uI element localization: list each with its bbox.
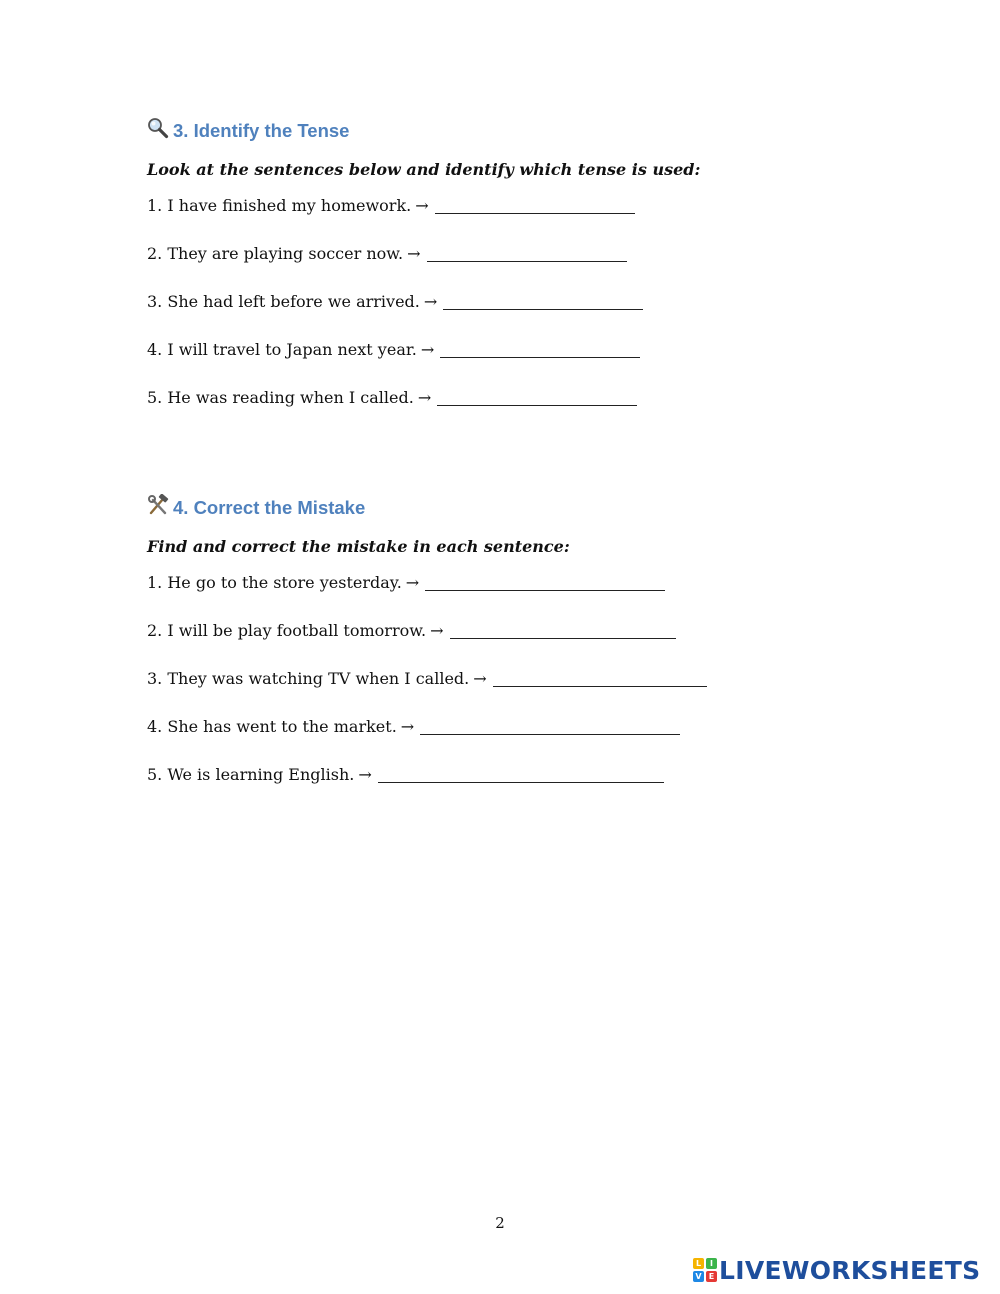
question-item xyxy=(147,751,867,799)
page-number: 2 xyxy=(495,1214,505,1232)
answer-blank[interactable] xyxy=(443,295,643,310)
question-item xyxy=(147,278,867,326)
arrow: → xyxy=(423,292,438,311)
answer-blank[interactable] xyxy=(378,768,664,783)
question-list xyxy=(147,559,867,799)
question-text: 3. She had left before we arrived. xyxy=(147,292,420,311)
answer-blank[interactable] xyxy=(420,720,680,735)
arrow: → xyxy=(417,388,432,407)
answer-blank[interactable] xyxy=(450,624,676,639)
section-instruction: Look at the sentences below and identify which tense is used: xyxy=(147,160,701,179)
logo-letter: E xyxy=(706,1271,717,1282)
section-correct-mistake xyxy=(147,493,867,799)
question-item xyxy=(147,607,867,655)
question-text: 1. I have finished my homework. xyxy=(147,196,412,215)
question-text: 4. I will travel to Japan next year. xyxy=(147,340,417,359)
arrow: → xyxy=(430,621,444,640)
question-text: 3. They was watching TV when I called. xyxy=(147,669,470,688)
question-text: 4. She has went to the market. xyxy=(147,717,397,736)
arrow: → xyxy=(415,196,429,215)
question-item xyxy=(147,326,867,374)
section-title: 3. Identify the Tense xyxy=(173,120,350,141)
section-heading xyxy=(147,116,867,146)
question-list xyxy=(147,182,867,422)
question-text: 2. I will be play football tomorrow. xyxy=(147,621,427,640)
liveworksheets-logo-icon xyxy=(693,1258,717,1282)
answer-blank[interactable] xyxy=(425,576,665,591)
brand-logo[interactable] xyxy=(693,1255,980,1285)
question-text: 5. We is learning English. xyxy=(147,765,355,784)
arrow: → xyxy=(358,765,372,784)
arrow: → xyxy=(400,717,415,736)
question-item xyxy=(147,374,867,422)
answer-blank[interactable] xyxy=(437,391,637,406)
section-title: 4. Correct the Mistake xyxy=(173,497,366,518)
logo-letter: I xyxy=(706,1258,717,1269)
question-item xyxy=(147,230,867,278)
arrow: → xyxy=(420,340,435,359)
answer-blank[interactable] xyxy=(427,247,627,262)
logo-letter: L xyxy=(693,1258,704,1269)
question-item xyxy=(147,703,867,751)
answer-blank[interactable] xyxy=(493,672,707,687)
question-item xyxy=(147,655,867,703)
magnifier-icon xyxy=(147,117,169,139)
answer-blank[interactable] xyxy=(440,343,640,358)
section-instruction: Find and correct the mistake in each sentence: xyxy=(147,537,570,556)
logo-letter: V xyxy=(693,1271,704,1282)
section-identify-tense xyxy=(147,116,867,422)
question-item xyxy=(147,559,867,607)
question-text: 2. They are playing soccer now. xyxy=(147,244,404,263)
arrow: → xyxy=(407,244,421,263)
question-item xyxy=(147,182,867,230)
answer-blank[interactable] xyxy=(435,199,635,214)
question-text: 1. He go to the store yesterday. xyxy=(147,573,402,592)
arrow: → xyxy=(473,669,487,688)
brand-name: LIVEWORKSHEETS xyxy=(719,1255,981,1285)
hammer-and-wrench-icon xyxy=(147,494,169,516)
arrow: → xyxy=(405,573,420,592)
section-heading xyxy=(147,493,867,523)
question-text: 5. He was reading when I called. xyxy=(147,388,414,407)
